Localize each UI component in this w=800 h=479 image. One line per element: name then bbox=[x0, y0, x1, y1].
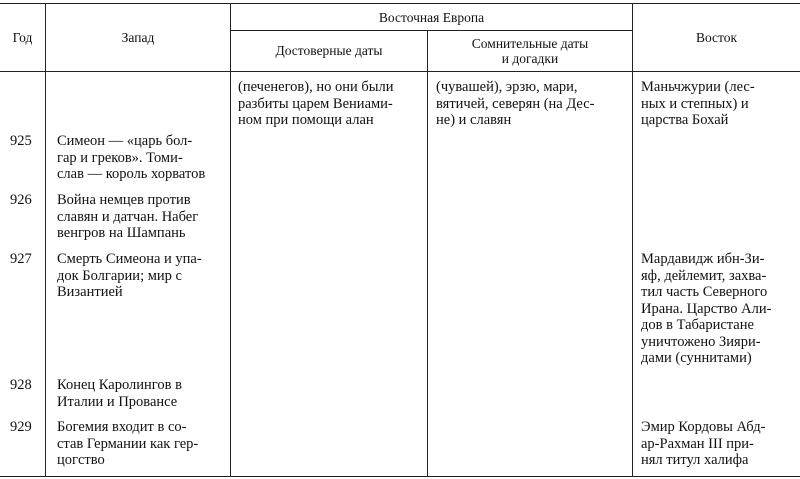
cell-west: Война немцев против славян и датчан. Набег венгров на Шампань bbox=[57, 192, 199, 241]
cell-doubtful-continued: (чувашей), эрзю, мари, вятичей, северян (на Дес- не) и славян bbox=[436, 79, 595, 128]
header-doubtful-dates: Сомнительные даты и догадки bbox=[471, 36, 589, 66]
cell-east-continued: Маньчжурии (лес- ных и степных) и царства Бохай bbox=[641, 79, 755, 128]
year-cell: 926 bbox=[10, 192, 32, 208]
year-cell: 928 bbox=[10, 377, 32, 393]
cell-reliable-continued: (печенегов), но они были разбиты царем Вениами- ном при помощи алан bbox=[238, 79, 394, 128]
cell-west: Богемия входит в со- став Германии как гер- цогство bbox=[57, 419, 199, 468]
cell-east: Мардавидж ибн-Зи- яф, дейлемит, захва- тил часть Северного Ирана. Царство Али- дов в Табаристане уничтожено Зияри- дами (суннитами) bbox=[641, 251, 772, 366]
year-cell: 929 bbox=[10, 419, 32, 435]
year-cell: 925 bbox=[10, 133, 32, 149]
header-west: Запад bbox=[121, 30, 155, 45]
cell-west: Симеон — «царь бол- гар и греков». Томи- слав — король хорватов bbox=[57, 133, 206, 182]
cell-west: Смерть Симеона и упа- док Болгарии; мир с Византией bbox=[57, 251, 202, 300]
cell-west: Конец Каролингов в Италии и Провансе bbox=[57, 377, 182, 410]
cell-east: Эмир Кордовы Абд- ар-Рахман III при- нял титул халифа bbox=[641, 419, 766, 468]
header-east: Восток bbox=[695, 30, 738, 45]
year-cell: 927 bbox=[10, 251, 32, 267]
header-reliable-dates: Достоверные даты bbox=[275, 43, 383, 58]
header-year: Год bbox=[12, 30, 33, 45]
header-eastern-europe: Восточная Европа bbox=[378, 10, 485, 25]
